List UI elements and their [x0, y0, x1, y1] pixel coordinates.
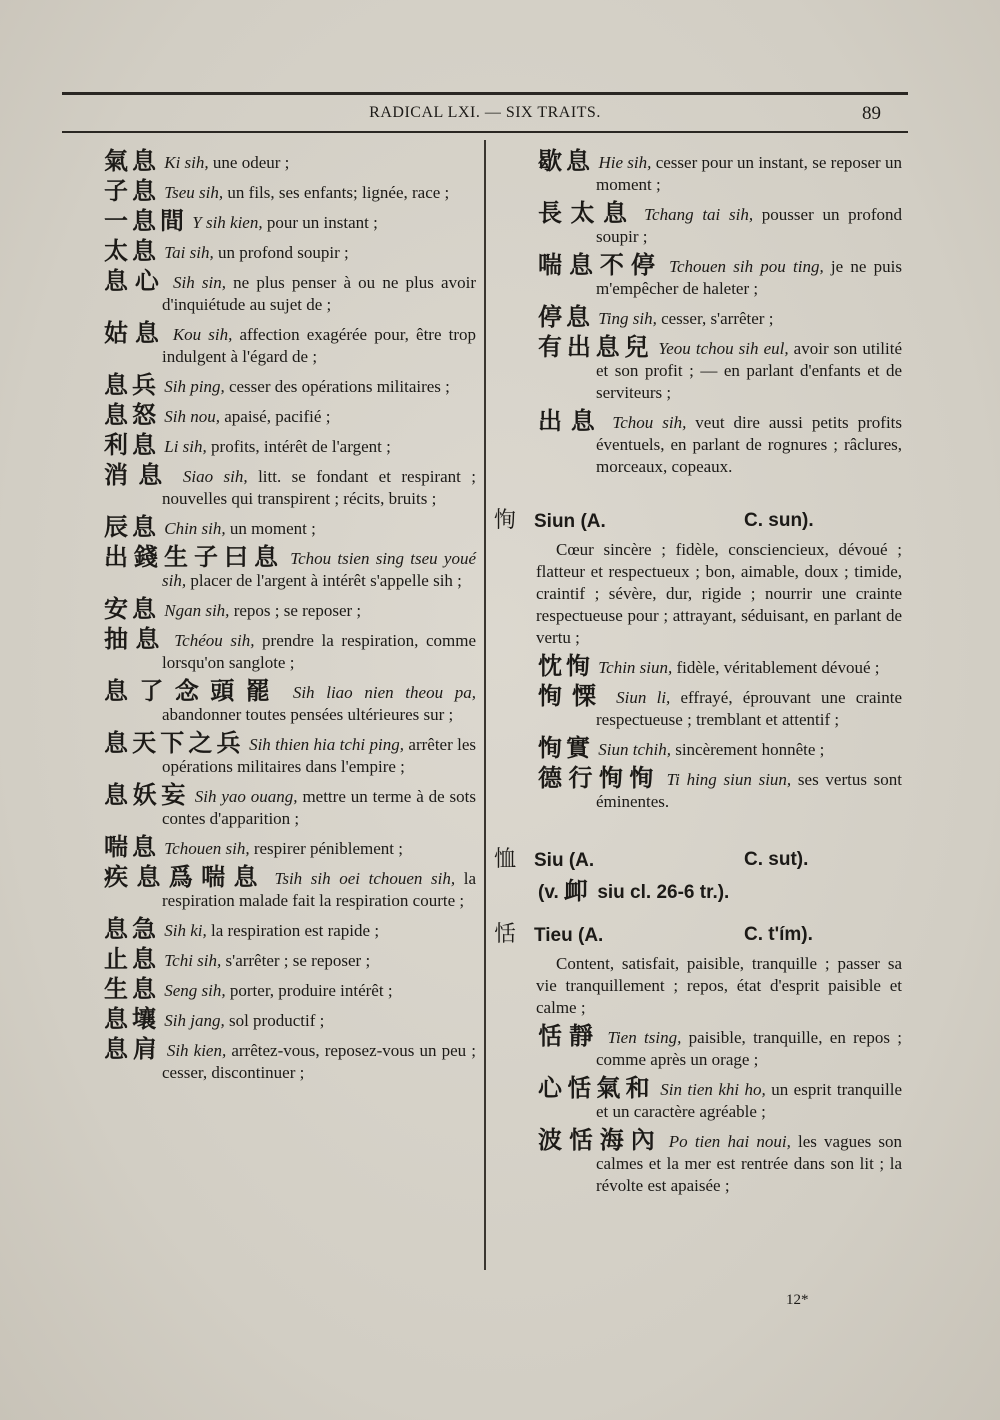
entry-chinese: 有出息兒 [538, 333, 654, 361]
see-char: 卹 [564, 877, 593, 905]
entry-romanization: Siun tchih, [598, 740, 671, 759]
dictionary-entry [538, 1126, 902, 1197]
entry-definition: paisible, tranquille, en repos ; comme après un orage ; [596, 1028, 902, 1069]
entry-definition: je ne puis m'empêcher de haleter ; [596, 257, 903, 298]
header-rule-bottom [62, 131, 908, 133]
entry-definition: avoir son utilité et son profit ; — en parlant d'enfants et de serviteurs ; [596, 339, 903, 402]
siun-entries [538, 652, 903, 813]
dictionary-entry [538, 652, 902, 680]
entry-chinese: 息急 [104, 915, 160, 943]
entry-chinese: 息兵 [104, 371, 160, 399]
right-entries-top [538, 147, 903, 478]
dictionary-entry [104, 781, 477, 830]
entry-definition: une odeur ; [208, 153, 290, 172]
entry-chinese: 恬靜 [538, 1022, 601, 1050]
heading-char: 恤 [494, 847, 517, 872]
entry-chinese: 息天下之兵 [104, 729, 245, 757]
dictionary-entry [104, 371, 476, 399]
dictionary-entry [104, 431, 476, 459]
spacer [538, 908, 902, 920]
entry-definition: la respiration malade fait la respiration courte ; [162, 869, 477, 910]
entry-definition: ne plus penser à ou ne plus avoir d'inquiétude au sujet de ; [162, 273, 476, 314]
dictionary-entry [104, 267, 476, 316]
heading-text: Siu (A. [534, 850, 595, 871]
entry-chinese: 息壤 [104, 1005, 160, 1033]
entry-definition: porter, produire intérêt ; [225, 981, 393, 1000]
entry-chinese: 氣息 [104, 147, 160, 175]
dictionary-entry [104, 833, 476, 861]
entry-definition: un moment ; [225, 519, 316, 538]
entry-definition: un fils, ses enfants; lignée, race ; [223, 183, 450, 202]
entry-definition: abandonner toutes pensées ultérieures sur ; [162, 705, 454, 724]
entry-chinese: 波恬海內 [538, 1126, 662, 1154]
entry-chinese: 生息 [104, 975, 160, 1003]
entry-romanization: Tchouen sih pou ting, [669, 257, 824, 276]
entry-romanization: Tseu sih, [164, 183, 224, 202]
entry-definition: pousser un profond soupir ; [596, 205, 903, 246]
heading-cantonese: C. sut). [744, 849, 809, 870]
entry-chinese: 太息 [104, 237, 160, 265]
entry-romanization: Seng sih, [164, 981, 226, 1000]
entry-romanization: Y sih kien, [192, 213, 263, 232]
definition-tieu: Content, satisfait, paisible, tranquille ; passer sa vie tranquillement ; repos, état d'esprit paisible et calme ; [536, 954, 902, 1017]
heading-cantonese: C. t'ím). [744, 924, 813, 945]
spacer [538, 819, 902, 845]
signature-mark: 12* [786, 1292, 809, 1308]
entry-romanization: Sih yao ouang, [194, 787, 298, 806]
entry-romanization: Tien tsing, [607, 1028, 682, 1047]
entry-romanization: Sih sin, [173, 273, 226, 292]
entry-definition: veut dire aussi petits profits éventuels, en parlant de rognures ; râclures, morceaux, copeaux. [596, 413, 903, 476]
entry-chinese: 出息 [538, 407, 604, 435]
entry-romanization: Chin sih, [164, 519, 226, 538]
entry-definition: cesser, s'arrêter ; [656, 309, 774, 328]
entry-definition: un esprit tranquille et un caractère agréable ; [596, 1080, 903, 1121]
entry-chinese: 恂慄 [538, 682, 606, 710]
entry-romanization: Sih kien, [166, 1041, 227, 1060]
see-rest: siu cl. 26-6 tr.). [597, 882, 730, 903]
entry-romanization: Sih ping, [164, 377, 225, 396]
dictionary-entry [104, 177, 476, 205]
heading-text: Siun (A. [534, 511, 606, 532]
entry-chinese: 停息 [538, 303, 594, 331]
entry-chinese: 一息間 [104, 207, 188, 235]
tieu-entries [538, 1022, 903, 1197]
entry-chinese: 忱恂 [538, 652, 594, 680]
dictionary-entry [104, 625, 476, 674]
heading-char: 恂 [494, 508, 517, 533]
dictionary-entry [104, 461, 477, 510]
dictionary-entry [104, 319, 476, 368]
dictionary-entry [538, 303, 902, 331]
entry-chinese: 子息 [104, 177, 160, 205]
dictionary-entry [104, 1005, 476, 1033]
entry-chinese: 息了念頭罷 [104, 677, 282, 705]
entry-chinese: 抽息 [104, 625, 167, 653]
dictionary-entry [104, 729, 477, 778]
entry-romanization: Sih liao nien theou pa, [292, 683, 476, 702]
entry-chinese: 息肩 [104, 1035, 162, 1063]
entry-definition: fidèle, véritablement dévoué ; [672, 658, 880, 677]
entry-definition: mettre un terme à de sots contes d'apparition ; [162, 787, 477, 828]
entry-chinese: 姑息 [104, 319, 166, 347]
dictionary-entry [538, 1074, 903, 1123]
entry-romanization: Hie sih, [598, 153, 652, 172]
heading-tieu [494, 920, 902, 951]
dictionary-entry [104, 513, 476, 541]
dictionary-entry [538, 734, 902, 762]
entry-definition: ses vertus sont éminentes. [596, 770, 903, 811]
entry-romanization: Sih jang, [164, 1011, 225, 1030]
entry-romanization: Tchin siun, [598, 658, 673, 677]
dictionary-entry [104, 147, 476, 175]
dictionary-entry [538, 199, 903, 248]
entry-romanization: Sih ki, [164, 921, 207, 940]
definition-siun: Cœur sincère ; fidèle, consciencieux, dévoué ; flatteur et respectueux ; bon, aimable, doux ; timide, craintif ; sévère, dur, rigide ; nourrir une crainte respectueuse pour ; attrayant, séduisant, en parlant de vertu ; [536, 540, 902, 647]
dictionary-entry [104, 401, 476, 429]
entry-romanization: Tsih sih oei tchouen sih, [274, 869, 456, 888]
entry-romanization: Tchou sih, [612, 413, 687, 432]
entry-romanization: Ti hing siun siun, [666, 770, 792, 789]
entry-definition: respirer péniblement ; [249, 839, 403, 858]
entry-chinese: 息妖妄 [104, 781, 190, 809]
entry-chinese: 利息 [104, 431, 160, 459]
entry-definition: arrêtez-vous, reposez-vous un peu ; cesser, discontinuer ; [162, 1041, 476, 1082]
page-number: 89 [862, 103, 881, 124]
dictionary-entry [538, 333, 903, 404]
entry-romanization: Po tien hai noui, [668, 1132, 791, 1151]
entry-definition: prendre la respiration, comme lorsqu'on sanglote ; [162, 631, 476, 672]
running-title: RADICAL LXI. — SIX TRAITS. [369, 104, 601, 121]
entry-romanization: Ki sih, [164, 153, 209, 172]
heading-siun [494, 506, 902, 537]
dictionary-entry [104, 945, 476, 973]
dictionary-entry [104, 207, 476, 235]
entry-romanization: Yeou tchou sih eul, [658, 339, 789, 358]
entry-definition: les vagues son calmes et la mer est rentrée dans son lit ; la révolte est apaisée ; [596, 1132, 902, 1195]
entry-romanization: Siun li, [616, 688, 671, 707]
entry-definition: litt. se fondant et respirant ; nouvelles qui transpirent ; récits, bruits ; [162, 467, 477, 508]
entry-romanization: Kou sih, [172, 325, 233, 344]
dictionary-entry [538, 1022, 902, 1071]
entry-chinese: 出錢生子曰息 [104, 543, 284, 571]
entry-romanization: Tchou tsien sing tseu youé sih, [162, 549, 477, 590]
entry-chinese: 德行恂恂 [538, 764, 660, 792]
entry-romanization: Sin tien khi ho, [660, 1080, 766, 1099]
entry-definition: s'arrêter ; se reposer ; [221, 951, 371, 970]
entry-romanization: Li sih, [164, 437, 207, 456]
entry-definition: repos ; se reposer ; [229, 601, 362, 620]
entry-chinese: 息心 [104, 267, 166, 295]
heading-siu [494, 845, 902, 876]
heading-text: Tieu (A. [534, 925, 604, 946]
entry-romanization: Tai sih, [164, 243, 214, 262]
entry-definition: sincèrement honnête ; [670, 740, 825, 759]
entry-chinese: 止息 [104, 945, 160, 973]
entry-definition: un profond soupir ; [213, 243, 349, 262]
entry-definition: sol productif ; [224, 1011, 325, 1030]
entry-definition: effrayé, éprouvant une crainte respectueuse ; tremblant et attentif ; [596, 688, 902, 729]
entry-romanization: Ngan sih, [164, 601, 230, 620]
entry-definition: la respiration est rapide ; [206, 921, 380, 940]
dictionary-entry [538, 407, 903, 478]
entry-definition: arrêter les opérations militaires dans l'empire ; [162, 735, 477, 776]
entry-chinese: 安息 [104, 595, 160, 623]
heading-cantonese: C. sun). [744, 510, 814, 531]
entry-romanization: Sih nou, [164, 407, 220, 426]
dictionary-entry [538, 764, 903, 813]
dictionary-entry [104, 237, 476, 265]
entry-chinese: 歇息 [538, 147, 595, 175]
entry-romanization: Tchang tai sih, [644, 205, 754, 224]
entry-definition: pour un instant ; [262, 213, 378, 232]
dictionary-entry [104, 1035, 476, 1084]
dictionary-entry [538, 251, 903, 300]
dictionary-entry [538, 147, 903, 196]
entry-romanization: Siao sih, [182, 467, 248, 486]
entry-romanization: Sih thien hia tchi ping, [249, 735, 405, 754]
entry-definition: cesser pour un instant, se reposer un moment ; [596, 153, 903, 194]
entry-romanization: Tchéou sih, [174, 631, 255, 650]
see-reference-siu [538, 876, 902, 908]
entry-chinese: 心恬氣和 [538, 1074, 655, 1102]
column-divider [484, 140, 486, 1270]
entry-chinese: 喘息不停 [538, 251, 662, 279]
entry-definition: placer de l'argent à intérêt s'appelle sih ; [186, 571, 462, 590]
entry-romanization: Tchouen sih, [164, 839, 250, 858]
entry-definition: cesser des opérations militaires ; [224, 377, 450, 396]
heading-char: 恬 [494, 922, 517, 947]
see-prefix: (v. [538, 882, 559, 903]
entry-chinese: 長太息 [538, 199, 636, 227]
entry-romanization: Ting sih, [598, 309, 657, 328]
dictionary-entry [538, 682, 902, 731]
entry-definition: profits, intérêt de l'argent ; [206, 437, 391, 456]
entry-romanization: Tchi sih, [164, 951, 222, 970]
entry-chinese: 喘息 [104, 833, 160, 861]
entry-chinese: 消息 [104, 461, 173, 489]
dictionary-entry [104, 975, 476, 1003]
spacer [538, 484, 902, 506]
header-rule-top [62, 92, 908, 95]
entry-definition: affection exagérée pour, être trop indulgent à l'égard de ; [162, 325, 476, 366]
left-column [104, 147, 477, 1090]
entry-definition: apaisé, pacifié ; [219, 407, 331, 426]
right-column [494, 147, 903, 1203]
entry-chinese: 息怒 [104, 401, 160, 429]
entry-chinese: 恂實 [538, 734, 594, 762]
entry-chinese: 辰息 [104, 513, 160, 541]
dictionary-entry [104, 863, 477, 912]
dictionary-entry [104, 543, 477, 592]
dictionary-entry [104, 595, 476, 623]
entry-chinese: 疾息爲喘息 [104, 863, 266, 891]
dictionary-entry [104, 677, 476, 726]
dictionary-entry [104, 915, 476, 943]
